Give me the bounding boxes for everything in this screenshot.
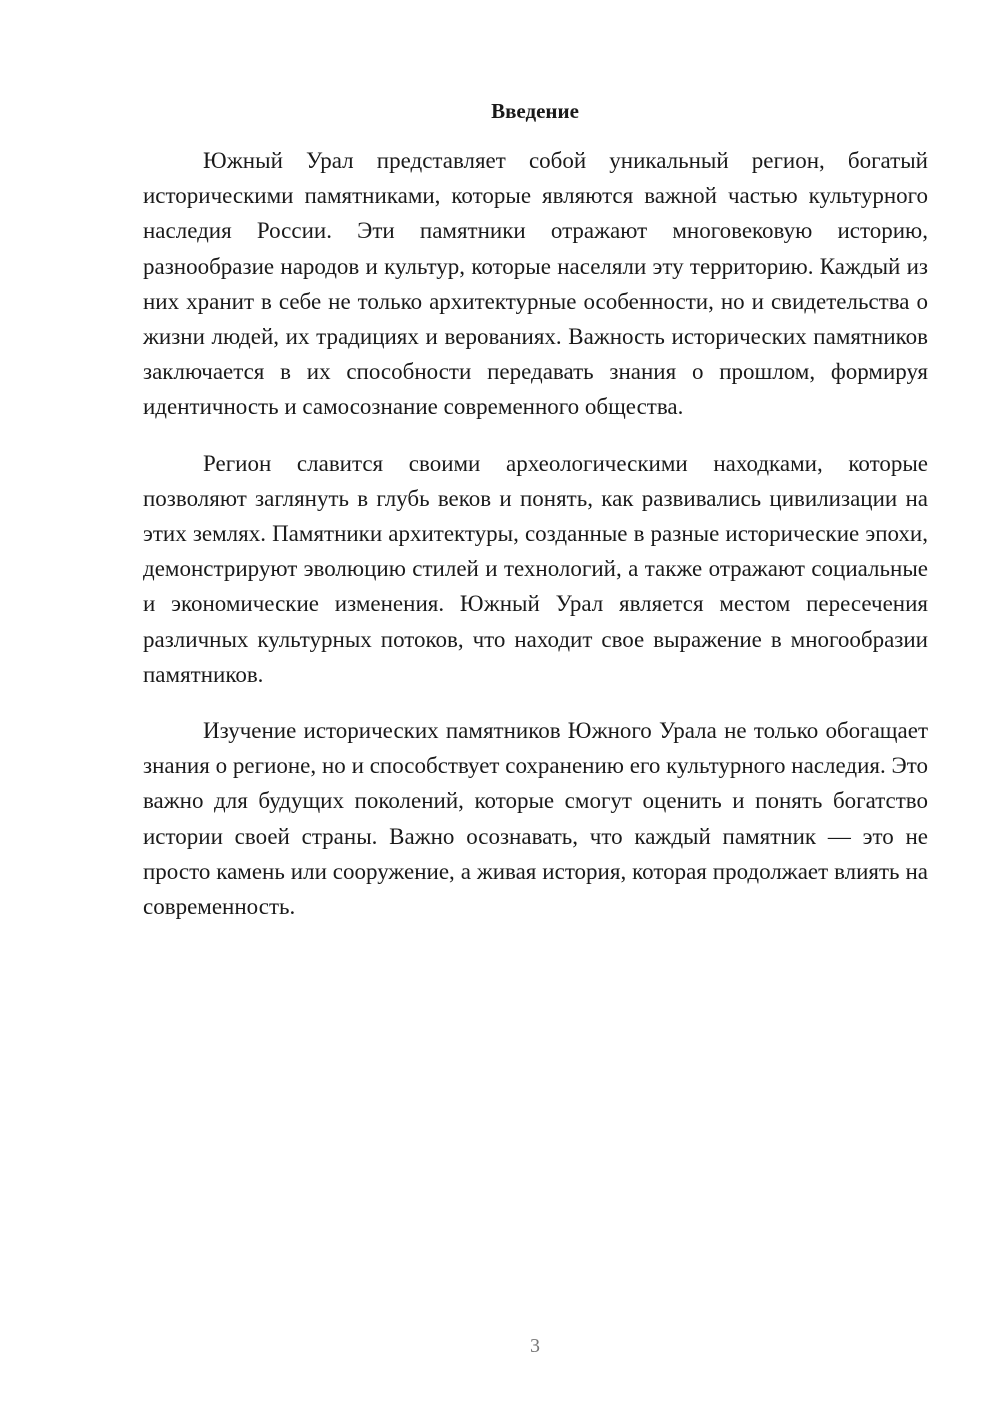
paragraph-3: Изучение исторических памятников Южного Урала не только обогащает знания о регионе, но и способствует сохранению его культурного наследия. Это важно для будущих поколений, которые смогут оценить и понять богатство истории своей страны. Важно осознавать, что каждый памятник — это не просто камень или сооружение, а живая история, которая продолжает влиять на современность. xyxy=(143,718,928,920)
paragraph-2: Регион славится своими археологическими находками, которые позволяют заглянуть в глубь веков и понять, как развивались цивилизации на этих землях. Памятники архитектуры, созданные в разные исторические эпохи, демонстрируют эволюцию стилей и технологий, а также отражают социальные и экономические изменения. Южный Урал является местом пересечения различных культурных потоков, что находит свое выражение в многообразии памятников. xyxy=(143,450,928,687)
body-text xyxy=(143,143,928,945)
paragraph-1: Южный Урал представляет собой уникальный регион, богатый историческими памятниками, которые являются важной частью культурного наследия России. Эти памятники отражают многовековую историю, разнообразие народов и культур, которые населяли эту территорию. Каждый из них хранит в себе не только архитектурные особенности, но и свидетельства о жизни людей, их традициях и верованиях. Важность исторических памятников заключается в их способности передавать знания о прошлом, формируя идентичность и самосознание современного общества. xyxy=(143,148,928,420)
page-number: 3 xyxy=(530,1335,540,1357)
page-heading: Введение xyxy=(491,99,579,123)
